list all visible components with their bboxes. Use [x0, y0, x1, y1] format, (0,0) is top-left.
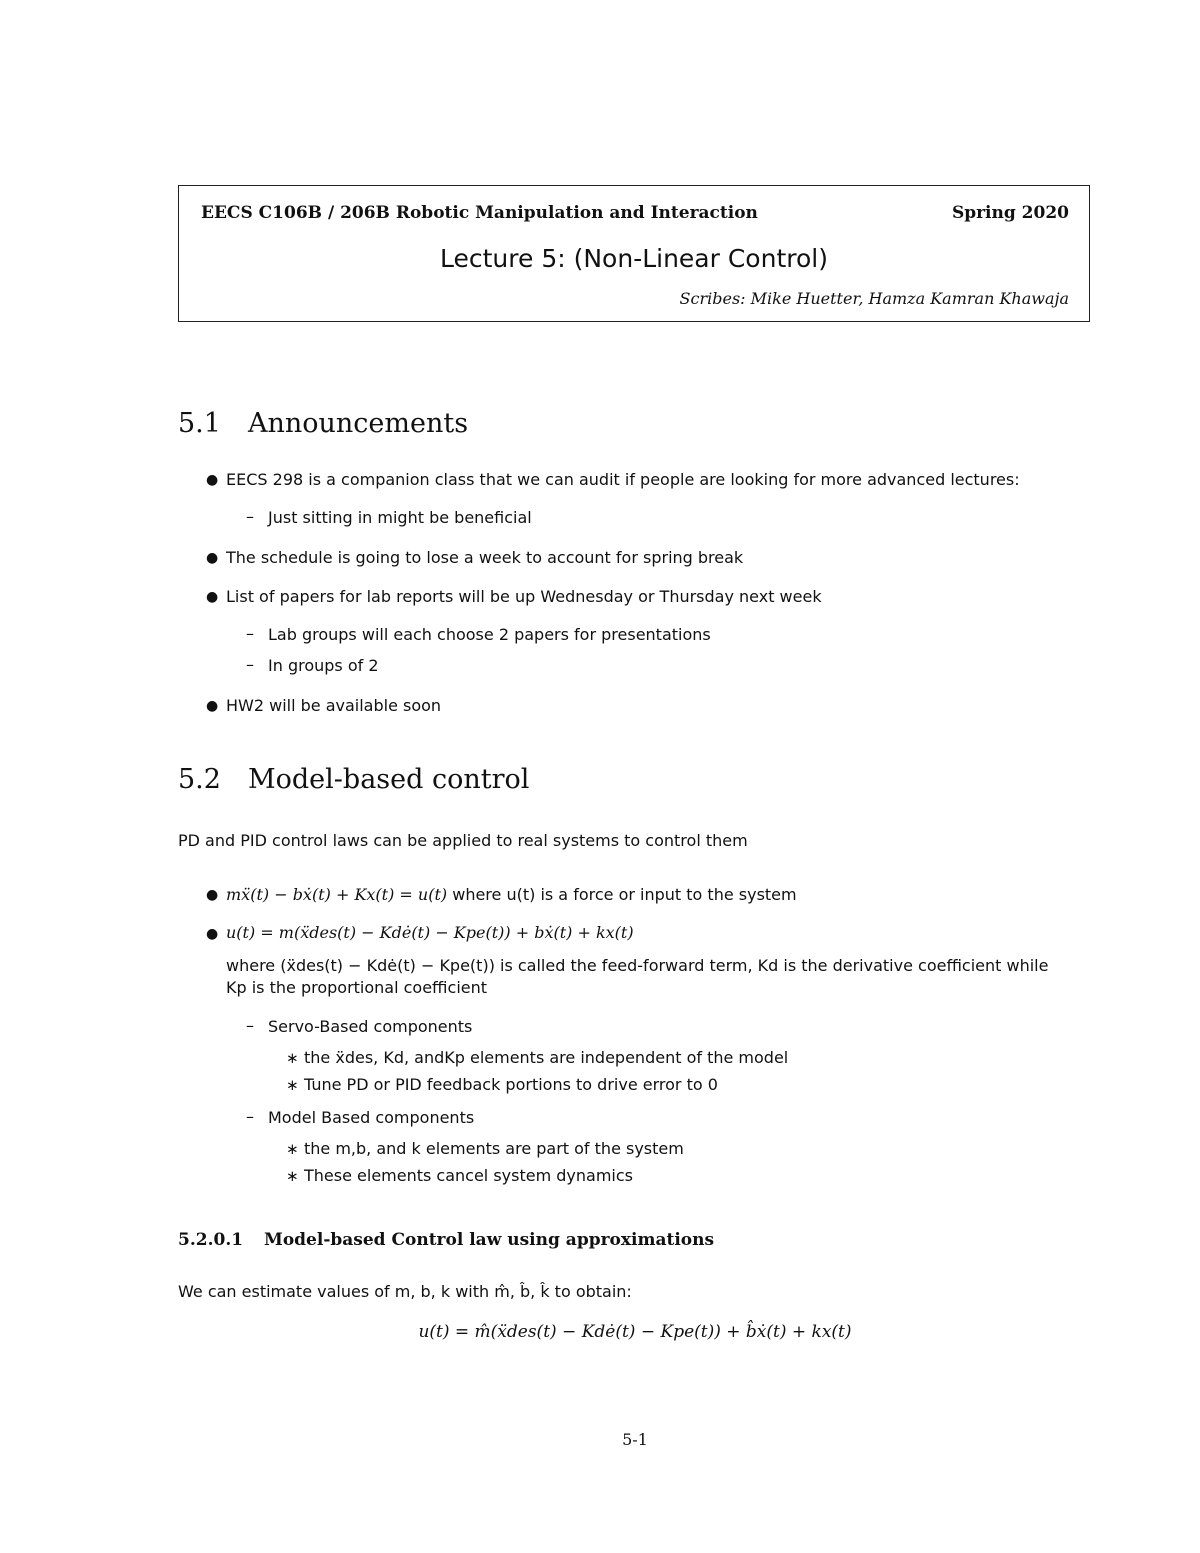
paragraph: We can estimate values of m, b, k with m̂, b̂, k̂ to obtain:	[178, 1282, 632, 1301]
subsubsection-title: Model-based Control law using approximations	[264, 1230, 715, 1250]
sub-sub-list-item: These elements cancel system dynamics	[304, 1166, 633, 1185]
asterisk-icon: ∗	[286, 1076, 299, 1094]
lecture-header-box	[178, 185, 1090, 322]
section-heading-announcements	[178, 408, 468, 439]
inline-equation: mẍ(t) − bẋ(t) + Kx(t) = u(t)	[226, 885, 448, 904]
page-number: 5-1	[622, 1430, 648, 1449]
sub-list-item: Servo-Based components	[268, 1017, 473, 1036]
bullet-icon: ●	[206, 589, 219, 605]
dash-icon: –	[246, 1107, 254, 1126]
section-number: 5.1	[178, 408, 221, 439]
section-number: 5.2	[178, 764, 221, 795]
inline-equation: u(t) = m(ẍdes(t) − Kdė(t) − Kpe(t)) + bẋ(t) + kx(t)	[226, 923, 634, 942]
list-item: List of papers for lab reports will be up Wednesday or Thursday next week	[226, 587, 822, 606]
paragraph-line: where (ẍdes(t) − Kdė(t) − Kpe(t)) is called the feed-forward term, Kd is the derivative coefficient while	[226, 956, 1049, 975]
list-item: The schedule is going to lose a week to account for spring break	[226, 548, 744, 567]
paragraph: PD and PID control laws can be applied to real systems to control them	[178, 831, 748, 850]
subsubsection-heading	[178, 1230, 714, 1250]
list-item-equation	[226, 884, 797, 906]
list-item: EECS 298 is a companion class that we can audit if people are looking for more advanced lectures:	[226, 470, 1020, 489]
sub-list-item: Model Based components	[268, 1108, 475, 1127]
sub-list-item: Just sitting in might be beneficial	[268, 508, 532, 527]
section-title: Announcements	[248, 408, 469, 439]
dash-icon: –	[246, 655, 254, 674]
lecture-title: Lecture 5: (Non-Linear Control)	[440, 244, 828, 273]
scribes-line: Scribes: Mike Huetter, Hamza Kamran Khawaja	[679, 289, 1069, 308]
bullet-icon: ●	[206, 472, 219, 488]
sub-list-item: Lab groups will each choose 2 papers for presentations	[268, 625, 711, 644]
section-heading-model-based-control	[178, 764, 529, 795]
list-item: HW2 will be available soon	[226, 696, 442, 715]
sub-list-item: In groups of 2	[268, 656, 379, 675]
asterisk-icon: ∗	[286, 1140, 299, 1158]
bullet-icon: ●	[206, 926, 219, 942]
display-equation: u(t) = m̂(ẍdes(t) − Kdė(t) − Kpe(t)) + b̂ẋ(t) + kx(t)	[418, 1322, 852, 1342]
sub-sub-list-item: Tune PD or PID feedback portions to drive error to 0	[304, 1075, 718, 1094]
list-item-text: where u(t) is a force or input to the system	[447, 885, 797, 904]
section-title: Model-based control	[248, 764, 530, 795]
dash-icon: –	[246, 1016, 254, 1035]
bullet-icon: ●	[206, 698, 219, 714]
subsubsection-number: 5.2.0.1	[178, 1230, 244, 1250]
dash-icon: –	[246, 507, 254, 526]
bullet-icon: ●	[206, 550, 219, 566]
paragraph-line: Kp is the proportional coefficient	[226, 978, 488, 997]
asterisk-icon: ∗	[286, 1049, 299, 1067]
dash-icon: –	[246, 624, 254, 643]
course-title: EECS C106B / 206B Robotic Manipulation and Interaction	[201, 203, 758, 223]
bullet-icon: ●	[206, 887, 219, 903]
sub-sub-list-item: the ẍdes, Kd, andKp elements are independent of the model	[304, 1048, 789, 1067]
asterisk-icon: ∗	[286, 1167, 299, 1185]
term-label: Spring 2020	[951, 203, 1069, 223]
sub-sub-list-item: the m,b, and k elements are part of the system	[304, 1139, 684, 1158]
